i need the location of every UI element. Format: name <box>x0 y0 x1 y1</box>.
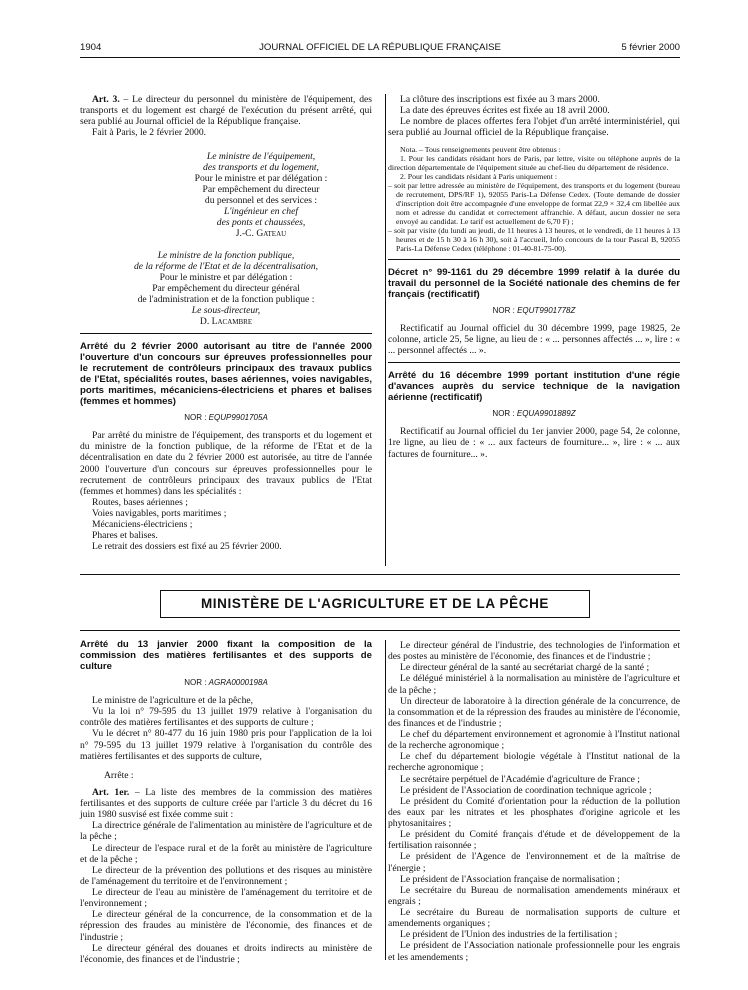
member-item: Le chef du département biologie végétale à l'Institut national de la recherche agronomique ; <box>388 751 680 774</box>
member-item: Le directeur de la prévention des pollutions et des risques au ministère de l'aménagement du territoire et de l'environnement ; <box>80 864 372 887</box>
signatory-name: D. Lacambre <box>199 316 253 328</box>
member-item: Le président de l'Union des industries de la fertilisation ; <box>400 929 618 941</box>
member-item: Le secrétaire du Bureau de normalisation supports de culture et amendements organiques ; <box>388 907 680 930</box>
member-item: Le secrétaire perpétuel de l'Académie d'agriculture de France ; <box>400 773 640 785</box>
nor-label: NOR : <box>184 677 209 687</box>
member-item: Le président de l'Association de coordination technique agricole ; <box>400 784 652 796</box>
signature-block-fonction-publique <box>80 250 372 328</box>
sig-line: Le sous-directeur, <box>191 305 261 317</box>
text-line: Le nombre de places offertes fera l'objet d'un arrêté interministériel, qui sera publié au Journal officiel de la République française. <box>388 116 680 139</box>
member-item: Le directeur de l'espace rural et de la forêt au ministère de l'agriculture et de la pêche ; <box>80 842 372 865</box>
ministry-banner: MINISTÈRE DE L'AGRICULTURE ET DE LA PÊCHE <box>160 590 590 618</box>
journal-title: JOURNAL OFFICIEL DE LA RÉPUBLIQUE FRANÇAISE <box>259 42 501 53</box>
fait-a-paris: Fait à Paris, le 2 février 2000. <box>92 127 207 139</box>
member-item: Le directeur général de l'industrie, des technologies de l'information et des postes au ministère de l'économie, des finances et de l'industrie ; <box>388 640 680 663</box>
sig-line: des transports et du logement, <box>203 161 319 173</box>
nor-code: EQUT9901778Z <box>517 305 576 315</box>
member-item: Le directeur de l'eau au ministère de l'aménagement du territoire et de l'environnement ; <box>80 887 372 910</box>
decree-body: Par arrêté du ministre de l'équipement, des transports et du logement et du ministre de la fonction publique, de la réforme de l'Etat et de la décentralisation en date du 2 février 2000 est autorisée, au titre de l'année 2000 l'ouverture d'un concours sur épreuves professionnelles pour le recrutement de contrôleurs principaux des travaux publics de l'Etat (femmes et hommes) dans les spécialités : <box>80 430 372 497</box>
running-header <box>80 42 680 54</box>
member-item: Le président du Comité français d'étude et de développement de la fertilisation raisonnée ; <box>388 829 680 852</box>
member-item: La directrice générale de l'alimentation au ministère de l'agriculture et de la pêche ; <box>80 820 372 843</box>
visa: Vu la loi n° 79-595 du 13 juillet 1979 relative à l'organisation du contrôle des matières fertilisantes et des supports de culture ; <box>80 706 372 729</box>
member-item: Le directeur général des douanes et droits indirects au ministère de l'économie, des finances et de l'industrie ; <box>80 942 372 965</box>
sig-line: Le ministre de la fonction publique, <box>157 249 295 261</box>
nor-code: EQUP9901705A <box>208 412 268 422</box>
speciality-item: Mécaniciens-électriciens ; <box>92 519 193 531</box>
header-rule <box>80 57 680 58</box>
nor-code: EQUA9901889Z <box>516 409 576 419</box>
sig-line: de l'administration et de la fonction publique : <box>137 294 315 305</box>
member-item: Le président de l'Association nationale professionnelle pour les engrais et les amendements ; <box>388 940 680 963</box>
sig-line: de la réforme de l'Etat et de la décentralisation, <box>133 260 319 272</box>
member-item: Le président de l'Agence de l'environnement et de la maîtrise de l'énergie ; <box>388 851 680 874</box>
nor-label: NOR : <box>184 412 209 422</box>
signature-block-equipement <box>150 151 372 240</box>
nota-subitem: – soit par lettre adressée au ministère de l'équipement, des transports et du logement (bureau de recrutement, DPS/RF 1), 92055 Paris-La Défense Cedex. (Toute demande de dossier d'inscription doit être accompagnée d'une enveloppe de format 22,9 × 32,4 cm libellée aux nom et adresse du candidat et correctement affranchie. A défaut, aucun dossier ne sera envoyé au candidat. Le tarif est actuellement de 6,70 F) ; <box>388 180 680 226</box>
article-3-text: – Le directeur du personnel du ministère de l'équipement, des transports et du logement est chargé de l'exécution du présent arrêté, qui sera publié au Journal officiel de la République française. <box>80 94 372 128</box>
signatory-name: J.-C. Gateau <box>235 228 287 240</box>
nor-label: NOR : <box>492 409 517 419</box>
section-separator <box>388 362 680 363</box>
nota-title: Nota. – Tous renseignements peuvent être obtenus : <box>400 144 561 154</box>
sig-line: Pour le ministre et par délégation : <box>194 172 328 184</box>
speciality-item: Voies navigables, ports maritimes ; <box>92 508 227 520</box>
nor-label: NOR : <box>492 305 518 315</box>
article-1-text: – La liste des membres de la commission des matières fertilisantes et des supports de culture créée par l'article 3 du décret du 16 juin 1980 susvisé est fixée comme suit : <box>80 786 372 821</box>
text-line: La date des épreuves écrites est fixée au 18 avril 2000. <box>400 105 610 117</box>
member-item: Le chef du département environnement et agronomie à l'Institut national de la recherche agronomique ; <box>388 729 680 752</box>
member-item: Le président du Comité d'orientation pour la réduction de la pollution des eaux par les nitrates et les phosphates d'origine agricole et les phytosanitaires ; <box>388 795 680 829</box>
nor-reference <box>388 409 680 418</box>
issue-date: 5 février 2000 <box>621 42 680 53</box>
nota-block <box>388 145 680 253</box>
sig-line: du personnel et des services : <box>204 195 318 206</box>
nor-code: AGRA0000198A <box>208 677 268 687</box>
nor-reference <box>80 678 372 687</box>
visa: Vu le décret n° 80-477 du 16 juin 1980 pris pour l'application de la loi n° 79-595 du 13 juillet 1979 relative à l'organisation du contrôle des matières fertilisantes et des supports de culture, <box>80 728 372 762</box>
sig-line: Par empêchement du directeur général <box>152 282 300 294</box>
nor-reference <box>388 306 680 315</box>
speciality-item: Routes, bases aériennes ; <box>92 496 188 508</box>
sig-line: Par empêchement du directeur <box>202 183 320 195</box>
visa: Le ministre de l'agriculture et de la pêche, <box>92 695 254 707</box>
left-column-top <box>80 94 372 553</box>
decree-title: Décret n° 99-1161 du 29 décembre 1999 relatif à la durée du travail du personnel de la Société nationale des chemins de fer français (rectificatif) <box>388 266 680 300</box>
member-item: Le délégué ministériel à la normalisation au ministère de l'agriculture et de la pêche ; <box>388 673 680 696</box>
member-item: Le directeur général de la santé au secrétariat chargé de la santé ; <box>400 662 650 674</box>
column-divider <box>385 640 386 960</box>
article-3 <box>80 94 372 127</box>
decree-title: Arrêté du 2 février 2000 autorisant au titre de l'année 2000 l'ouverture d'un concours sur épreuves professionnelles pour le recrutement de contrôleurs principaux des travaux publics de l'Etat, spécialités routes, bases aériennes, voies navigables, ports maritimes, mécaniciens-électriciens et phares et balises (femmes et hommes) <box>80 341 372 407</box>
right-column-bottom <box>388 640 680 963</box>
arrete-heading: Arrête : <box>104 769 134 781</box>
article-3-label: Art. 3. <box>92 94 120 105</box>
sig-line: L'ingénieur en chef <box>224 206 298 218</box>
member-item: Un directeur de laboratoire à la direction générale de la concurrence, de la consommation et de la répression des fraudes au ministère de l'économie, des finances et de l'industrie ; <box>388 695 680 729</box>
nota-subitem: – soit par visite (du lundi au jeudi, de 11 heures à 13 heures, et le vendredi, de 11 heures à 13 heures et de 15 h 30 à 16 h 30), soit à l'accueil, Info concours de la tour Pascal B, 92055 Paris-La Défense Cedex (téléphone : 01-40-81-75-00). <box>388 225 680 253</box>
sig-line: Pour le ministre et par délégation : <box>159 271 293 283</box>
decree-title: Arrêté du 16 décembre 1999 portant institution d'une régie d'avances auprès du service technique de la navigation aérienne (rectificatif) <box>388 370 680 404</box>
right-column-top <box>388 94 680 460</box>
nota-item: 1. Pour les candidats résidant hors de Paris, par lettre, visite ou téléphone auprès de la direction départementale de l'équipement située au chef-lieu du département de résidence. <box>388 153 680 172</box>
article-1-label: Art. 1er. <box>92 786 130 798</box>
decree-title: Arrêté du 13 janvier 2000 fixant la composition de la commission des matières fertilisantes et des supports de culture <box>80 639 372 672</box>
nor-reference <box>80 413 372 422</box>
member-item: Le président de l'Association française de normalisation ; <box>400 873 620 885</box>
column-divider <box>385 94 386 566</box>
article-1 <box>80 787 372 820</box>
nota-item: 2. Pour les candidats résidant à Paris uniquement : <box>400 171 557 181</box>
decree-body: Rectificatif au Journal officiel du 30 décembre 1999, page 19825, 2e colonne, article 25, 5e ligne, au lieu de : « ... personnes affectés ... », lire : « ... personnel affectés ... ». <box>388 322 680 357</box>
speciality-item: Phares et balises. <box>92 530 158 542</box>
page-number: 1904 <box>80 42 102 53</box>
member-item: Le directeur général de la concurrence, de la consommation et de la répression des fraudes au ministère de l'économie, des finances et de l'industrie ; <box>80 909 372 943</box>
text-line: La clôture des inscriptions est fixée au 3 mars 2000. <box>400 94 600 105</box>
decree-body: Rectificatif au Journal officiel du 1er janvier 2000, page 54, 2e colonne, 1re ligne, au lieu de : « ... aux facteurs de fourniture... », lire : « ... aux factures de fourniture... ». <box>388 426 680 460</box>
sig-line: des ponts et chaussées, <box>216 217 306 229</box>
sig-line: Le ministre de l'équipement, <box>206 150 316 162</box>
member-item: Le secrétaire du Bureau de normalisation amendements minéraux et engrais ; <box>388 884 680 907</box>
banner-rule-top <box>80 574 680 575</box>
section-separator <box>80 333 372 334</box>
left-column-bottom <box>80 640 372 965</box>
banner-rule-bottom <box>80 630 680 631</box>
retrait-date: Le retrait des dossiers est fixé au 25 février 2000. <box>92 541 282 553</box>
section-separator <box>388 259 680 260</box>
